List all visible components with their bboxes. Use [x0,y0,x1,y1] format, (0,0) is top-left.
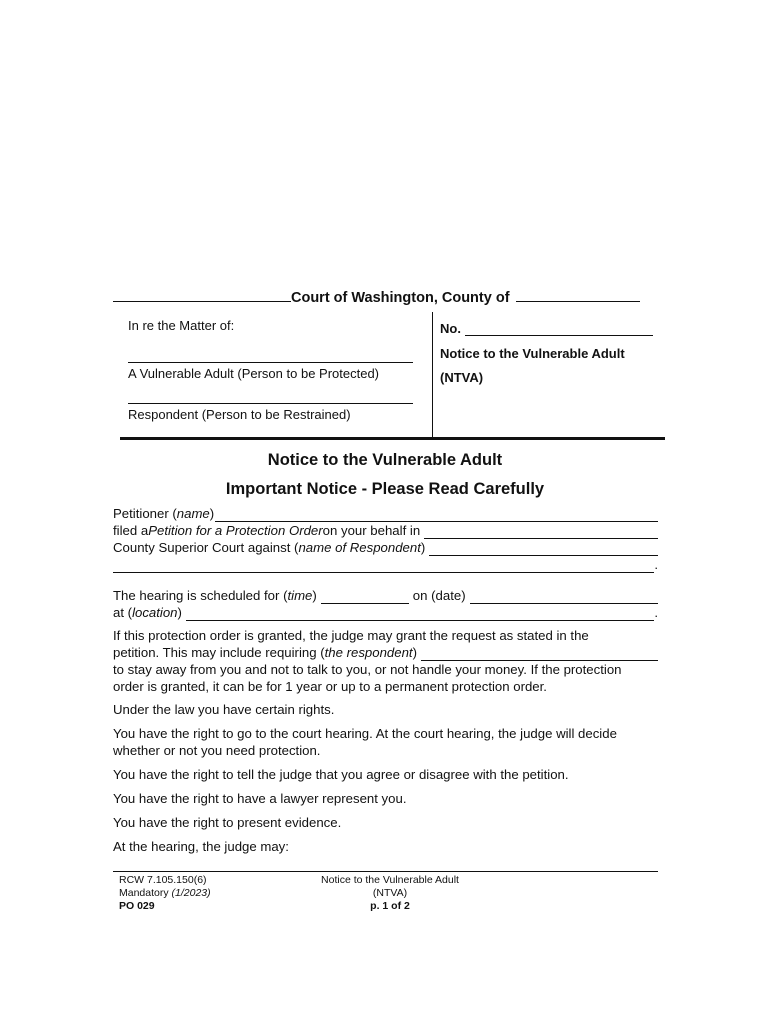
petitioner-name-word: name [176,506,210,521]
location-word: location [132,605,178,620]
granted-line-3: to stay away from you and not to talk to you, or not handle your money. If the protection [113,662,622,677]
hearing-prefix: The hearing is scheduled for ( [113,588,288,603]
granted-line-4: order is granted, it can be for 1 year or up to a permanent protection order. [113,679,547,694]
right-hearing-line-1: You have the right to go to the court hearing. At the court hearing, the judge will decide [113,726,617,741]
footer-center [290,874,490,913]
respondent-word: the respondent [324,645,413,660]
right-hearing [113,725,658,759]
county-prefix: County Superior Court against ( [113,540,299,555]
filed-suffix: on your behalf in [322,523,421,538]
court-name-blank[interactable] [113,287,291,302]
right-hearing-line-2: whether or not you need protection. [113,743,321,758]
right-lawyer: You have the right to have a lawyer represent you. [113,791,407,806]
petitioner-suffix: ) [209,506,215,521]
document-title: Notice to the Vulnerable Adult [267,451,503,469]
granted-line-1: If this protection order is granted, the judge may grant the request as stated in the [113,628,589,643]
hearing-time-row [113,587,658,604]
case-number-blank[interactable] [465,335,653,336]
filed-row [113,522,658,539]
footer-mandatory [119,887,211,900]
rights-intro: Under the law you have certain rights. [113,702,335,717]
matter-label: In re the Matter of: [128,318,235,333]
footer-rcw: RCW 7.105.150(6) [119,874,207,886]
hearing-mid: ) [312,588,317,603]
at-suffix: ) [177,605,182,620]
hearing-location-blank[interactable] [186,607,654,621]
caption-doc-title: Notice to the Vulnerable Adult [440,346,625,361]
footer-abbrev: (NTVA) [372,887,408,899]
petitioner-row [113,505,658,522]
court-header [113,287,663,306]
footer-rule [113,871,658,872]
requirements-blank[interactable] [421,647,658,661]
right-evidence: You have the right to present evidence. [113,815,342,830]
vulnerable-adult-name-blank[interactable] [128,362,413,363]
petition-name-italic: Petition for a Protection Order [148,523,323,538]
filed-prefix: filed a [113,523,149,538]
case-number-label: No. [440,321,461,336]
judge-may: At the hearing, the judge may: [113,839,289,854]
county-name-blank[interactable] [424,525,658,539]
footer-mandatory-prefix: Mandatory [119,887,172,899]
petitioner-name-blank[interactable] [215,508,658,522]
case-caption [120,312,665,440]
continuation-blank[interactable] [113,559,654,573]
footer-page-number: p. 1 of 2 [370,900,410,912]
right-tell: You have the right to tell the judge that you agree or disagree with the petition. [113,767,569,782]
on-date-label: on (date) [412,588,466,603]
caption-bottom-rule [120,437,665,440]
respondent-name-word: name of Respondent [298,540,421,555]
footer-title: Notice to the Vulnerable Adult [321,874,459,886]
respondent-name-blank[interactable] [429,542,658,556]
footer-form-code: PO 029 [119,900,155,912]
continuation-row [113,556,658,573]
document-subtitle: Important Notice - Please Read Carefully [225,480,545,498]
period: . [654,557,658,572]
hearing-time-blank[interactable] [321,589,409,604]
county-row [113,539,658,556]
hearing-location-row [113,604,658,621]
hearing-date-blank[interactable] [470,590,658,604]
granted-line-2-suffix: ) [412,645,417,660]
vulnerable-adult-label: A Vulnerable Adult (Person to be Protected) [128,366,380,381]
county-blank[interactable] [516,287,640,302]
respondent-label: Respondent (Person to be Restrained) [128,407,351,422]
at-prefix: at ( [113,605,133,620]
footer-mandatory-date: (1/2023) [171,887,211,899]
caption-divider [432,312,433,438]
petitioner-prefix: Petitioner ( [113,506,177,521]
granted-paragraph [113,627,658,695]
petition-section [113,505,658,573]
time-word: time [287,588,313,603]
footer-left [119,874,211,913]
respondent-name-blank[interactable] [128,403,413,404]
period: . [654,605,658,620]
granted-line-2-prefix: petition. This may include requiring ( [113,645,325,660]
hearing-section [113,587,658,621]
granted-line-2 [113,644,658,661]
caption-doc-abbrev: (NTVA) [440,370,484,385]
court-header-text: Court of Washington, County of [291,290,510,306]
county-suffix: ) [420,540,426,555]
